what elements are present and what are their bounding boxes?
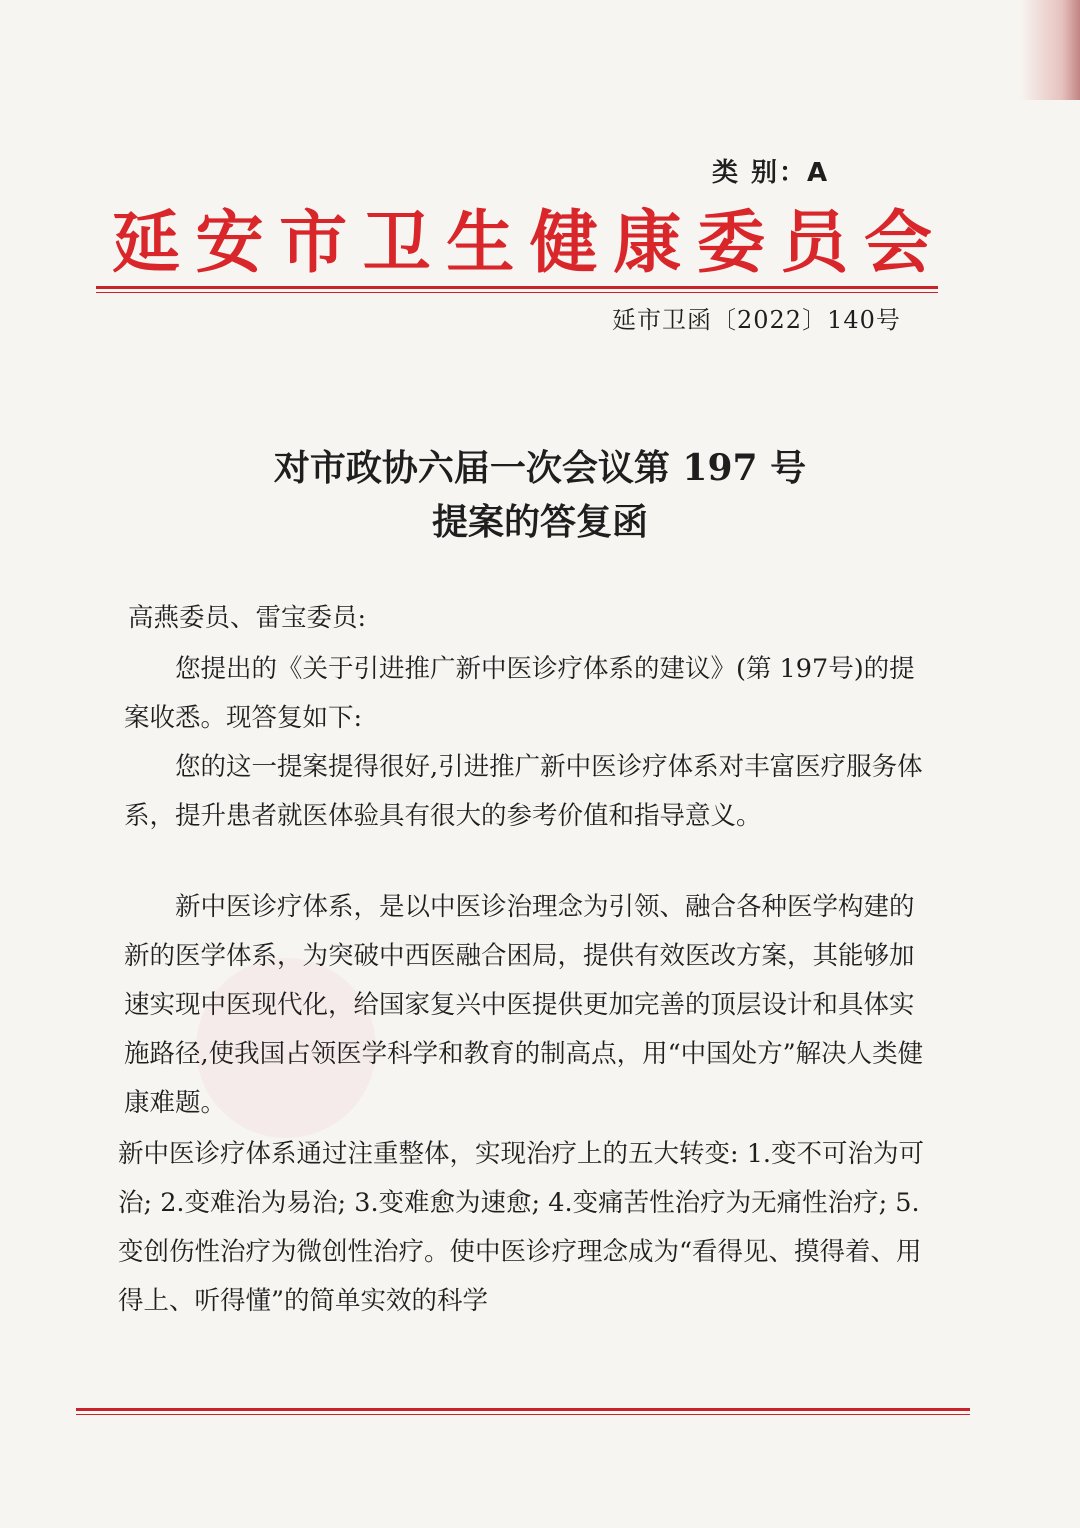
salutation: 高燕委员、雷宝委员: <box>128 603 367 633</box>
document-title-line1: 对市政协六届一次会议第 197 号 <box>273 447 807 489</box>
org-char: 卫 <box>362 202 431 283</box>
page-edge-shadow <box>1020 0 1080 100</box>
org-char: 康 <box>613 202 682 283</box>
paragraph-2: 您的这一提案提得很好,引进推广新中医诊疗体系对丰富医疗服务体系，提升患者就医体验具有很大的参考价值和指导意义。 <box>124 752 923 831</box>
org-char: 安 <box>195 202 264 283</box>
paragraph-4: 新中医诊疗体系通过注重整体，实现治疗上的五大转变: 1.变不可治为可治; 2.变难治为易治; 3.变难愈为速愈; 4.变痛苦性治疗为无痛性治疗; 5.变创伤性治疗为微创性治疗。使中医诊疗理念成为“看得见、摸得着、用得上、听得懂”的简单实效的科学 <box>118 1139 925 1316</box>
org-char: 委 <box>696 202 765 283</box>
org-char: 健 <box>529 202 598 283</box>
footer-divider <box>76 1408 970 1415</box>
document-title-line2: 提案的答复函 <box>431 501 648 543</box>
org-char: 生 <box>446 202 515 283</box>
organization-header <box>112 192 932 282</box>
org-char: 市 <box>279 202 348 283</box>
paragraph-1: 您提出的《关于引进推广新中医诊疗体系的建议》(第 197号)的提案收悉。现答复如下: <box>124 654 915 733</box>
org-char: 会 <box>863 202 932 283</box>
paragraph-3: 新中医诊疗体系，是以中医诊治理念为引领、融合各种医学构建的新的医学体系，为突破中西医融合困局，提供有效医改方案，其能够加速实现中医现代化，给国家复兴中医提供更加完善的顶层设计和具体实施路径,使我国占领医学科学和教育的制高点，用“中国处方”解决人类健康难题。 <box>124 892 924 1118</box>
category-label: 类 别：A <box>712 158 830 188</box>
document-number: 延市卫函〔2022〕140号 <box>612 306 901 334</box>
org-char: 员 <box>780 202 849 283</box>
org-char: 延 <box>112 202 181 283</box>
header-divider <box>96 286 938 293</box>
